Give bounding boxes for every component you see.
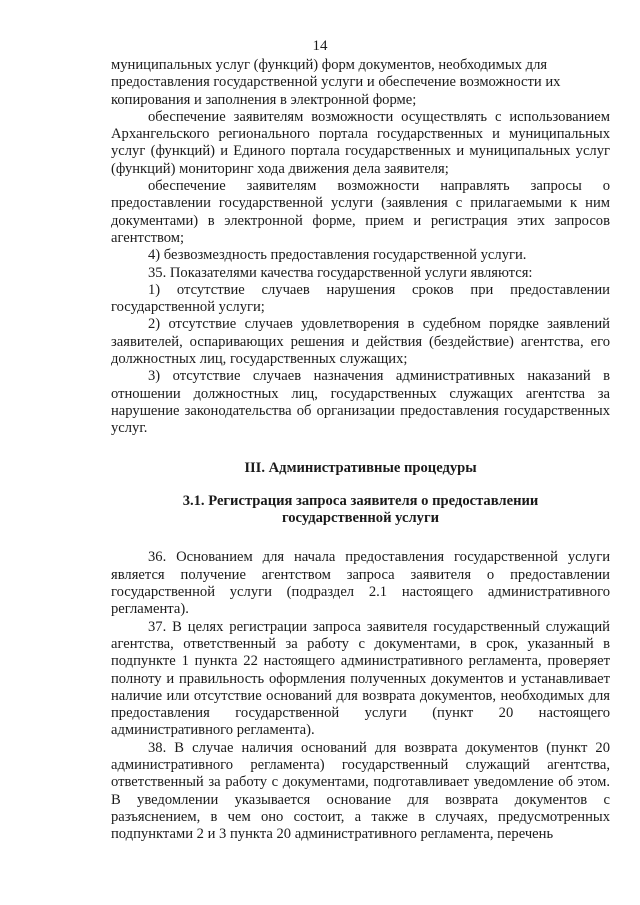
paragraph-35: 35. Показателями качества государственной услуги являются: [148, 264, 533, 281]
paragraph-37: 37. В целях регистрации запроса заявителя государственный служащий агентства, ответственный за работу с документами, в срок, указанный в подпункте 1 пункта 22 настоящего административного регламента, проверяет полноту и правильность оформления полученных документов и устанавливает наличие или отсутствие оснований для возврата документов, необходимых для предоставления государственной услуги (пункт 20 настоящего административного регламента). [111, 618, 610, 739]
paragraph-monitoring: обеспечение заявителям возможности осуществлять с использованием Архангельского регионального портала государственных и муниципальных услуг (функций) и Единого портала государственных и муниципальных услуг (функций) мониторинг хода движения дела заявителя; [111, 108, 610, 177]
section-title: III. Административные процедуры [244, 459, 477, 476]
quality-indicator-2: 2) отсутствие случаев удовлетворения в судебном порядке заявлений заявителей, оспаривающих решения и действия (бездействие) агентства, его должностных лиц, государственных служащих; [111, 316, 610, 368]
quality-indicator-1: 1) отсутствие случаев нарушения сроков при предоставлении государственной услуги; [111, 281, 610, 316]
paragraph-36: 36. Основанием для начала предоставления государственной услуги является получение агентством запроса заявителя о предоставлении государственной услуги (подраздел 2.1 настоящего административного регламента). [111, 549, 610, 618]
document-body [111, 57, 610, 843]
subsection-title: 3.1. Регистрация запроса заявителя о предоставлении государственной услуги [182, 492, 539, 527]
continued-line-1: муниципальных услуг (функций) форм документов, необходимых для [111, 57, 548, 73]
paragraph-electronic-requests: обеспечение заявителям возможности направлять запросы о предоставлении государственной услуги (заявления с прилагаемыми к ним документами) в электронной форме, прием и регистрация этих запросов агентством; [111, 178, 610, 246]
paragraph-free-of-charge: 4) безвозмездность предоставления государственной услуги. [148, 247, 527, 264]
continued-line-3: копирования и заполнения в электронной форме; [111, 91, 417, 108]
page-number: 14 [312, 38, 328, 54]
continued-line-2: предоставления государственной услуги и обеспечение возможности их [111, 74, 561, 91]
paragraph-38: 38. В случае наличия оснований для возврата документов (пункт 20 административного регламента) государственный служащий агентства, ответственный за работу с документами, подготавливает уведомление об этом. В уведомлении указывается основание для возврата документов с разъяснением, в чем оно состоит, а также в случаях, предусмотренных подпунктами 2 и 3 пункта 20 административного регламента, перечень [111, 739, 610, 843]
quality-indicator-3: 3) отсутствие случаев назначения административных наказаний в отношении должностных лиц, государственных служащих агентства за нарушение законодательства об организации предоставления государственных услуг. [111, 368, 610, 437]
